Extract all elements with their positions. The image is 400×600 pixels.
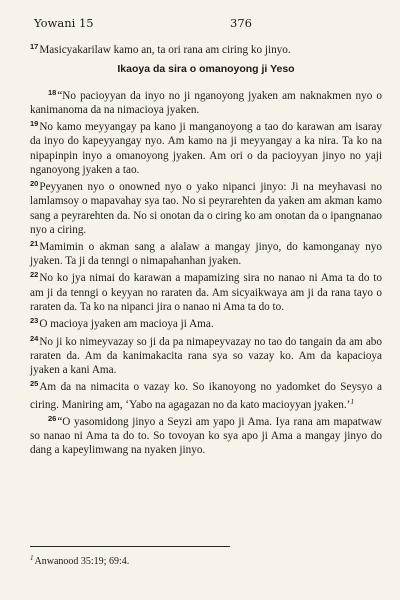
page-number: 376 [230, 16, 252, 30]
verse-text: Masicyakarilaw kamo an, ta ori rana am ciring ko jinyo. [39, 44, 291, 57]
footnote [30, 554, 129, 567]
footnote-text: Anwanood 35:19; 69:4. [34, 555, 130, 567]
verse-21 [30, 237, 382, 269]
verse-text: Am da na nimacita o vazay ko. So ikanoyong no yadomket do Seysyo a ciring. Maniring am, ‘Yabo na agagazan no da kato macioyyan jyaken.’ [30, 381, 382, 411]
footnote-mark: 1 [30, 554, 34, 562]
verse-17 [30, 40, 382, 57]
running-head: Yowani 15 [34, 16, 94, 30]
verse-23 [30, 314, 382, 331]
verse-text: Mamimin o akman sang a alalaw a mangay jinyo, do kamonganay nyo jyaken. Ta ji da tenngi o nimapahanhan jyaken. [30, 241, 382, 268]
verse-number: 17 [30, 42, 39, 51]
verse-text: “No pacioyyan da inyo no ji nganoyong jyaken am naknakmen nyo o kanimanoma da na nimacioya jyaken. [30, 89, 382, 116]
verse-number: 18 [48, 87, 57, 97]
verse-number: 22 [30, 270, 39, 280]
verse-text: O macioya jyaken am macioya ji Ama. [39, 318, 214, 331]
verse-22 [30, 268, 382, 314]
verse-text: “O yasomidong jinyo a Seyzi am yapo ji Ama. Iya rana am mapatwaw so nanao ni Ama ta do to. So tovoyan ko sya apo ji Ama a mangay jinyo do dang a kapeylimwang na nyaken jinyo. [30, 416, 382, 457]
footnote-reference[interactable]: 1 [350, 396, 355, 406]
verse-number: 19 [30, 119, 39, 129]
verse-text: No kamo meyyangay pa kano ji manganoyong a tao do karawan am isaray da inyo do kapeyyangay nyo. Am kamo na ji meyyangay a ka nira. Ta ko na nipapinpin inyo a omanoyong jyaken. Am ori o da pacioyyan jinyo no yaji nganoyong jyaken a tao. [30, 121, 382, 176]
footnote-divider [30, 546, 230, 547]
verse-text: No ji ko nimeyvazay so ji da pa nimapeyvazay no tao do tangain da am abo raraten da. Am da kanimakacita rana sya so vazay ko. Am da kapacioya jyaken a kani Ama. [30, 335, 382, 377]
verse-number: 26 [48, 413, 57, 423]
verse-19 [30, 117, 382, 177]
page-header [30, 14, 376, 36]
verse-26 [30, 412, 382, 458]
verse-25 [30, 377, 382, 412]
page-body [30, 40, 382, 458]
verse-24 [30, 332, 382, 378]
verse-text: No ko jya nimai do karawan a mapamizing sira no nanao ni Ama ta do to am ji da tenngi o keyyan no raraten da. Am sicyaikwaya am ji da rana tayo o raraten da. Ta ko na nipanci jira o nanao ni Ama ta do to. [30, 272, 382, 313]
verse-20 [30, 177, 382, 237]
verse-number: 25 [30, 379, 39, 389]
verse-number: 23 [30, 316, 39, 326]
verse-number: 20 [30, 179, 39, 188]
verse-number: 21 [30, 238, 39, 248]
section-heading: Ikaoya da sira o omanoyong ji Yeso [117, 63, 295, 76]
verse-18 [30, 86, 382, 118]
verse-text: Peyyanen nyo o onowned nyo o yako nipanci jinyo: Ji na meyhavasi no lamlamsoy o mapavahay sya tao. No si peyrarehten da yaken am akman kamo sang a peyrarehten da. No si onotan da o ciring ko am onotan da o ipangnanao nyo a ciring. [30, 181, 382, 236]
verse-number: 24 [30, 333, 39, 343]
